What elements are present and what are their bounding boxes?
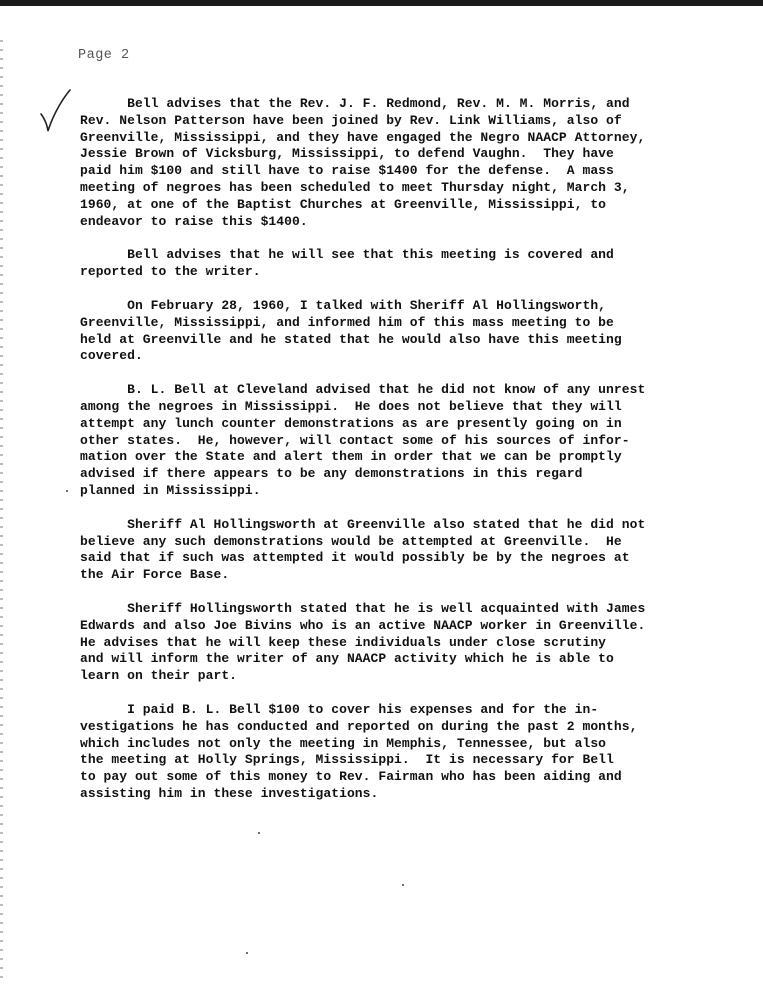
text-line: the meeting at Holly Springs, Mississippi. It is necessary for Bell [80,752,614,768]
letter-body [80,96,740,820]
text-line: other states. He, however, will contact some of his sources of infor- [80,432,630,448]
text-line: Greenville, Mississippi, and they have engaged the Negro NAACP Attorney, [80,129,646,145]
text-line: mation over the State and alert them in order that we can be promptly [80,449,622,465]
page-number: Page 2 [78,48,130,63]
text-line: covered. [80,348,143,364]
text-line: 1960, at one of the Baptist Churches at Greenville, Mississippi, to [80,196,607,212]
text-line: to pay out some of this money to Rev. Fairman who has been aiding and [80,769,622,785]
body-paragraph [80,601,740,685]
text-line: planned in Mississippi. [80,482,261,498]
text-line: attempt any lunch counter demonstrations as are presently going on in [80,415,622,431]
text-line: vestigations he has conducted and reported on during the past 2 months, [80,718,638,734]
scan-speck [66,490,68,492]
checkmark-icon [38,88,72,134]
body-paragraph [80,382,740,500]
text-line: B. L. Bell at Cleveland advised that he did not know of any unrest [80,382,646,398]
text-line: He advises that he will keep these individuals under close scrutiny [80,634,607,650]
text-line: said that if such was attempted it would possibly be by the negroes at [80,550,630,566]
text-line: Bell advises that he will see that this meeting is covered and [80,247,614,263]
text-line: Rev. Nelson Patterson have been joined by Rev. Link Williams, also of [80,112,622,128]
text-line: I paid B. L. Bell $100 to cover his expenses and for the in- [80,701,599,717]
text-line: meeting of negroes has been scheduled to meet Thursday night, March 3, [80,179,630,195]
text-line: On February 28, 1960, I talked with Sheriff Al Hollingsworth, [80,297,607,313]
text-line: and will inform the writer of any NAACP activity which he is able to [80,651,614,667]
text-line: the Air Force Base. [80,567,230,583]
text-line: advised if there appears to be any demonstrations in this regard [80,466,583,482]
text-line: Edwards and also Joe Bivins who is an active NAACP worker in Greenville. [80,617,646,633]
text-line: among the negroes in Mississippi. He does not believe that they will [80,398,622,414]
body-paragraph [80,247,740,281]
text-line: paid him $100 and still have to raise $1400 for the defense. A mass [80,163,614,179]
body-paragraph [80,517,740,584]
text-line: which includes not only the meeting in Memphis, Tennessee, but also [80,735,607,751]
text-line: Sheriff Al Hollingsworth at Greenville also stated that he did not [80,516,646,532]
top-border-rule [0,0,763,6]
text-line: Bell advises that the Rev. J. F. Redmond, Rev. M. M. Morris, and [80,96,630,111]
text-line: Jessie Brown of Vicksburg, Mississippi, to defend Vaughn. They have [80,146,614,162]
scan-speck [246,952,248,954]
text-line: held at Greenville and he stated that he would also have this meeting [80,331,622,347]
body-paragraph [80,298,740,365]
text-line: reported to the writer. [80,264,261,280]
left-edge-scan-artifact [0,40,3,980]
body-paragraph [80,96,740,230]
text-line: learn on their part. [80,668,238,684]
text-line: believe any such demonstrations would be attempted at Greenville. He [80,533,622,549]
body-paragraph [80,702,740,803]
text-line: endeavor to raise this $1400. [80,213,308,229]
scan-speck [402,884,404,886]
text-line: assisting him in these investigations. [80,785,379,801]
text-line: Greenville, Mississippi, and informed him of this mass meeting to be [80,314,614,330]
text-line: Sheriff Hollingsworth stated that he is well acquainted with James [80,600,646,616]
scan-speck [258,832,260,834]
